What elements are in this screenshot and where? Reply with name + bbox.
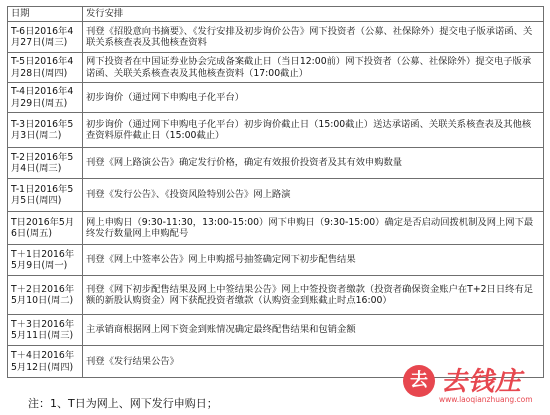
table-row xyxy=(8,53,544,83)
footnote: 注：1、T日为网上、网下发行申购日； xyxy=(28,397,218,410)
header-plan: 发行安排 xyxy=(83,7,544,22)
table-row xyxy=(8,276,544,315)
date-cell: T＋1日2016年5月9日(周一) xyxy=(8,245,83,276)
date-cell: T＋4日2016年5月12日(周四) xyxy=(8,346,83,378)
table-row xyxy=(8,113,544,148)
plan-cell: 刊登《发行公告》、《投资风险特别公告》网上路演 xyxy=(83,179,544,212)
date-cell: T-4日2016年4月29日(周五) xyxy=(8,83,83,113)
watermark-brand-text: 去钱庄 xyxy=(441,367,523,397)
plan-cell: 刊登《招股意向书摘要》、《发行安排及初步询价公告》网下投资者（公募、社保除外）提交电子版承诺函、关联关系核查表及其他核查资料 xyxy=(83,22,544,53)
plan-cell: 初步询价（通过网下申购电子化平台） xyxy=(83,83,544,113)
date-cell: T＋2日2016年5月10日(周二) xyxy=(8,276,83,315)
date-cell: T＋3日2016年5月11日(周三) xyxy=(8,315,83,346)
watermark-url: www.laoqianzhuang.com xyxy=(439,395,533,404)
plan-cell: 初步询价（通过网下申购电子化平台）初步询价截止日（15:00截止）送达承诺函、关联关系核查表及其他核查资料原件截止日（15:00截止） xyxy=(83,113,544,148)
header-date: 日期 xyxy=(8,7,83,22)
date-cell: T-6日2016年4月27日(周三) xyxy=(8,22,83,53)
watermark-logo xyxy=(399,359,544,407)
date-cell: T-1日2016年5月5日(周四) xyxy=(8,179,83,212)
watermark-coin-icon: 去 xyxy=(403,365,435,397)
plan-cell: 主承销商根据网上网下资金到账情况确定最终配售结果和包销金额 xyxy=(83,315,544,346)
plan-cell: 网下投资者在中国证券业协会完成备案截止日（当日12:00前）网下投资者（公募、社保除外）提交电子版承诺函、关联关系核查表及其他核查资料（17:00截止） xyxy=(83,53,544,83)
plan-cell: 刊登《网上路演公告》确定发行价格，确定有效报价投资者及其有效申购数量 xyxy=(83,148,544,179)
date-cell: T-5日2016年4月28日(周四) xyxy=(8,53,83,83)
table-header-row xyxy=(8,7,544,22)
table-row xyxy=(8,179,544,212)
table-row xyxy=(8,22,544,53)
date-cell: T日2016年5月6日(周五) xyxy=(8,212,83,245)
table-row xyxy=(8,245,544,276)
date-cell: T-2日2016年5月4日(周三) xyxy=(8,148,83,179)
table-row xyxy=(8,212,544,245)
date-cell: T-3日2016年5月3日(周二) xyxy=(8,113,83,148)
table-row xyxy=(8,83,544,113)
plan-cell: 刊登《网下初步配售结果及网上中签结果公告》网上中签投资者缴款（投资者确保资金账户在T+2日日终有足额的新股认购资金）网下获配投资者缴款（认购资金到账截止时点16:00） xyxy=(83,276,544,315)
plan-cell: 刊登《网上中签率公告》网上申购摇号抽签确定网下初步配售结果 xyxy=(83,245,544,276)
table-row xyxy=(8,315,544,346)
plan-cell: 网上申购日（9:30-11:30，13:00-15:00）网下申购日（9:30-15:00）确定是否启动回拨机制及网上网下最终发行数量网上申购配号 xyxy=(83,212,544,245)
table-row xyxy=(8,148,544,179)
plan-cell: 刊登《发行结果公告》 xyxy=(83,346,544,378)
issuance-schedule-table xyxy=(7,6,544,378)
